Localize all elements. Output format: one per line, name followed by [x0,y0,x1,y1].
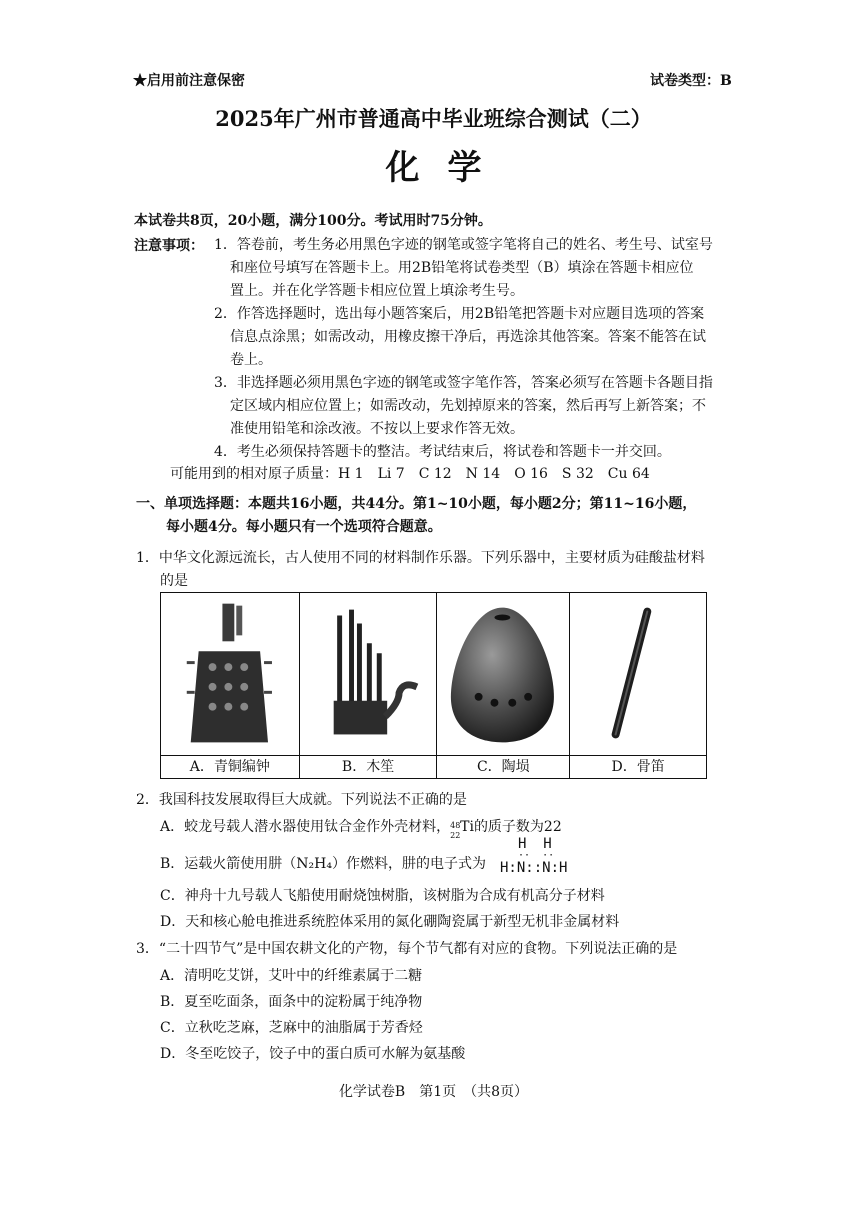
page-footer: 化学试卷B 第1页 （共8页） [338,1084,529,1100]
exam-info: 本试卷共8页，20小题，满分100分。考试用时75分钟。 [134,213,492,229]
notice-4-line-1: 4．考生必须保持答题卡的整洁。考试结束后，将试卷和答题卡一并交回。 [214,444,671,460]
option-b-image-cell [299,593,437,756]
subject-title: 化学 [385,148,510,188]
notice-2-line-2: 信息点涂黑；如需改动，用橡皮擦干净后，再选涂其他答案。答案不能答在试 [230,329,706,345]
notice-3-line-3: 准使用铅笔和涂改液。不按以上要求作答无效。 [230,421,524,437]
ti-symbol: Ti [460,819,474,835]
notice-3-line-1: 3．非选择题必须用黑色字迹的钢笔或签字笔作答，答案必须写在答题卡各题目指 [214,375,713,391]
q3-stem: 3．“二十四节气”是中国农耕文化的产物，每个节气都有对应的食物。下列说法正确的是 [136,941,678,957]
q3-option-c: C．立秋吃芝麻，芝麻中的油脂属于芳香烃 [160,1020,423,1036]
notices-label: 注意事项： [134,238,204,254]
lewis-lone-pairs: ·· ·· [518,850,555,861]
option-b-caption: B．木笙 [299,756,437,779]
confidential-notice: ★启用前注意保密 [133,73,245,89]
q3-option-d: D．冬至吃饺子，饺子中的蛋白质可水解为氨基酸 [160,1046,466,1062]
q2-option-c: C．神舟十九号载人飞船使用耐烧蚀树脂，该树脂为合成有机高分子材料 [160,888,605,904]
bronze-bell-image [161,593,299,755]
option-a-image-cell [161,593,300,756]
q1-stem-cont: 的是 [160,573,188,589]
notice-2-line-3: 卷上。 [230,352,272,368]
hydrazine-lewis-structure [500,836,567,876]
ti-mass-number: 48 [450,821,461,830]
notice-1-line-2: 和座位号填写在答题卡上。用2B铅笔将试卷类型（B）填涂在答题卡相应位 [230,260,694,276]
q2-option-a-text: A．蛟龙号载人潜水器使用钛合金作外壳材料， [160,819,451,835]
q2-option-a [160,817,562,840]
exam-title: 2025年广州市普通高中毕业班综合测试（二） [215,106,652,131]
notice-1-line-1: 1．答卷前，考生务必用黑色字迹的钢笔或签字笔将自己的姓名、考生号、试室号 [214,237,713,253]
lewis-main-chain: H:N::N:H [500,860,568,876]
option-d-caption: D．骨笛 [570,756,707,779]
q3-option-a: A．清明吃艾饼，艾叶中的纤维素属于二糖 [160,968,423,984]
q3-option-b: B．夏至吃面条，面条中的淀粉属于纯净物 [160,994,423,1010]
ti-isotope-numbers [450,820,461,840]
q2-option-a-end: 的质子数为22 [473,819,562,835]
option-d-image-cell [570,593,707,756]
notice-3-line-2: 定区域内相应位置上；如需改动，先划掉原来的答案，然后再写上新答案；不 [230,398,706,414]
notice-1-line-3: 置上。并在化学答题卡相应位置上填涂考生号。 [230,283,524,299]
option-c-caption: C．陶埙 [437,756,570,779]
notice-2-line-1: 2．作答选择题时，选出每小题答案后，用2B铅笔把答题卡对应题目选项的答案 [214,306,705,322]
clay-xun-image [437,593,569,755]
lewis-top-h: H H [518,836,552,852]
q1-option-table [160,592,707,779]
paper-type: 试卷类型：B [650,73,732,89]
q2-stem: 2．我国科技发展取得巨大成就。下列说法不正确的是 [136,792,467,808]
atomic-masses: 可能用到的相对原子质量：H 1 Li 7 C 12 N 14 O 16 S 32 Cu 64 [170,466,650,482]
section-1-heading-cont: 每小题4分。每小题只有一个选项符合题意。 [166,519,442,535]
wooden-sheng-image [300,593,437,755]
q1-stem: 1．中华文化源远流长，古人使用不同的材料制作乐器。下列乐器中，主要材质为硅酸盐材料 [136,550,705,566]
bone-flute-image [570,593,706,755]
option-c-image-cell [437,593,570,756]
section-1-heading: 一、单项选择题：本题共16小题，共44分。第1~10小题，每小题2分；第11~16小题， [136,496,697,512]
q2-option-b: B．运载火箭使用肼（N₂H₄）作燃料，肼的电子式为 [160,856,486,872]
ti-atomic-number: 22 [450,831,461,840]
q2-option-d: D．天和核心舱电推进系统腔体采用的氮化硼陶瓷属于新型无机非金属材料 [160,914,620,930]
option-a-caption: A．青铜编钟 [161,756,300,779]
